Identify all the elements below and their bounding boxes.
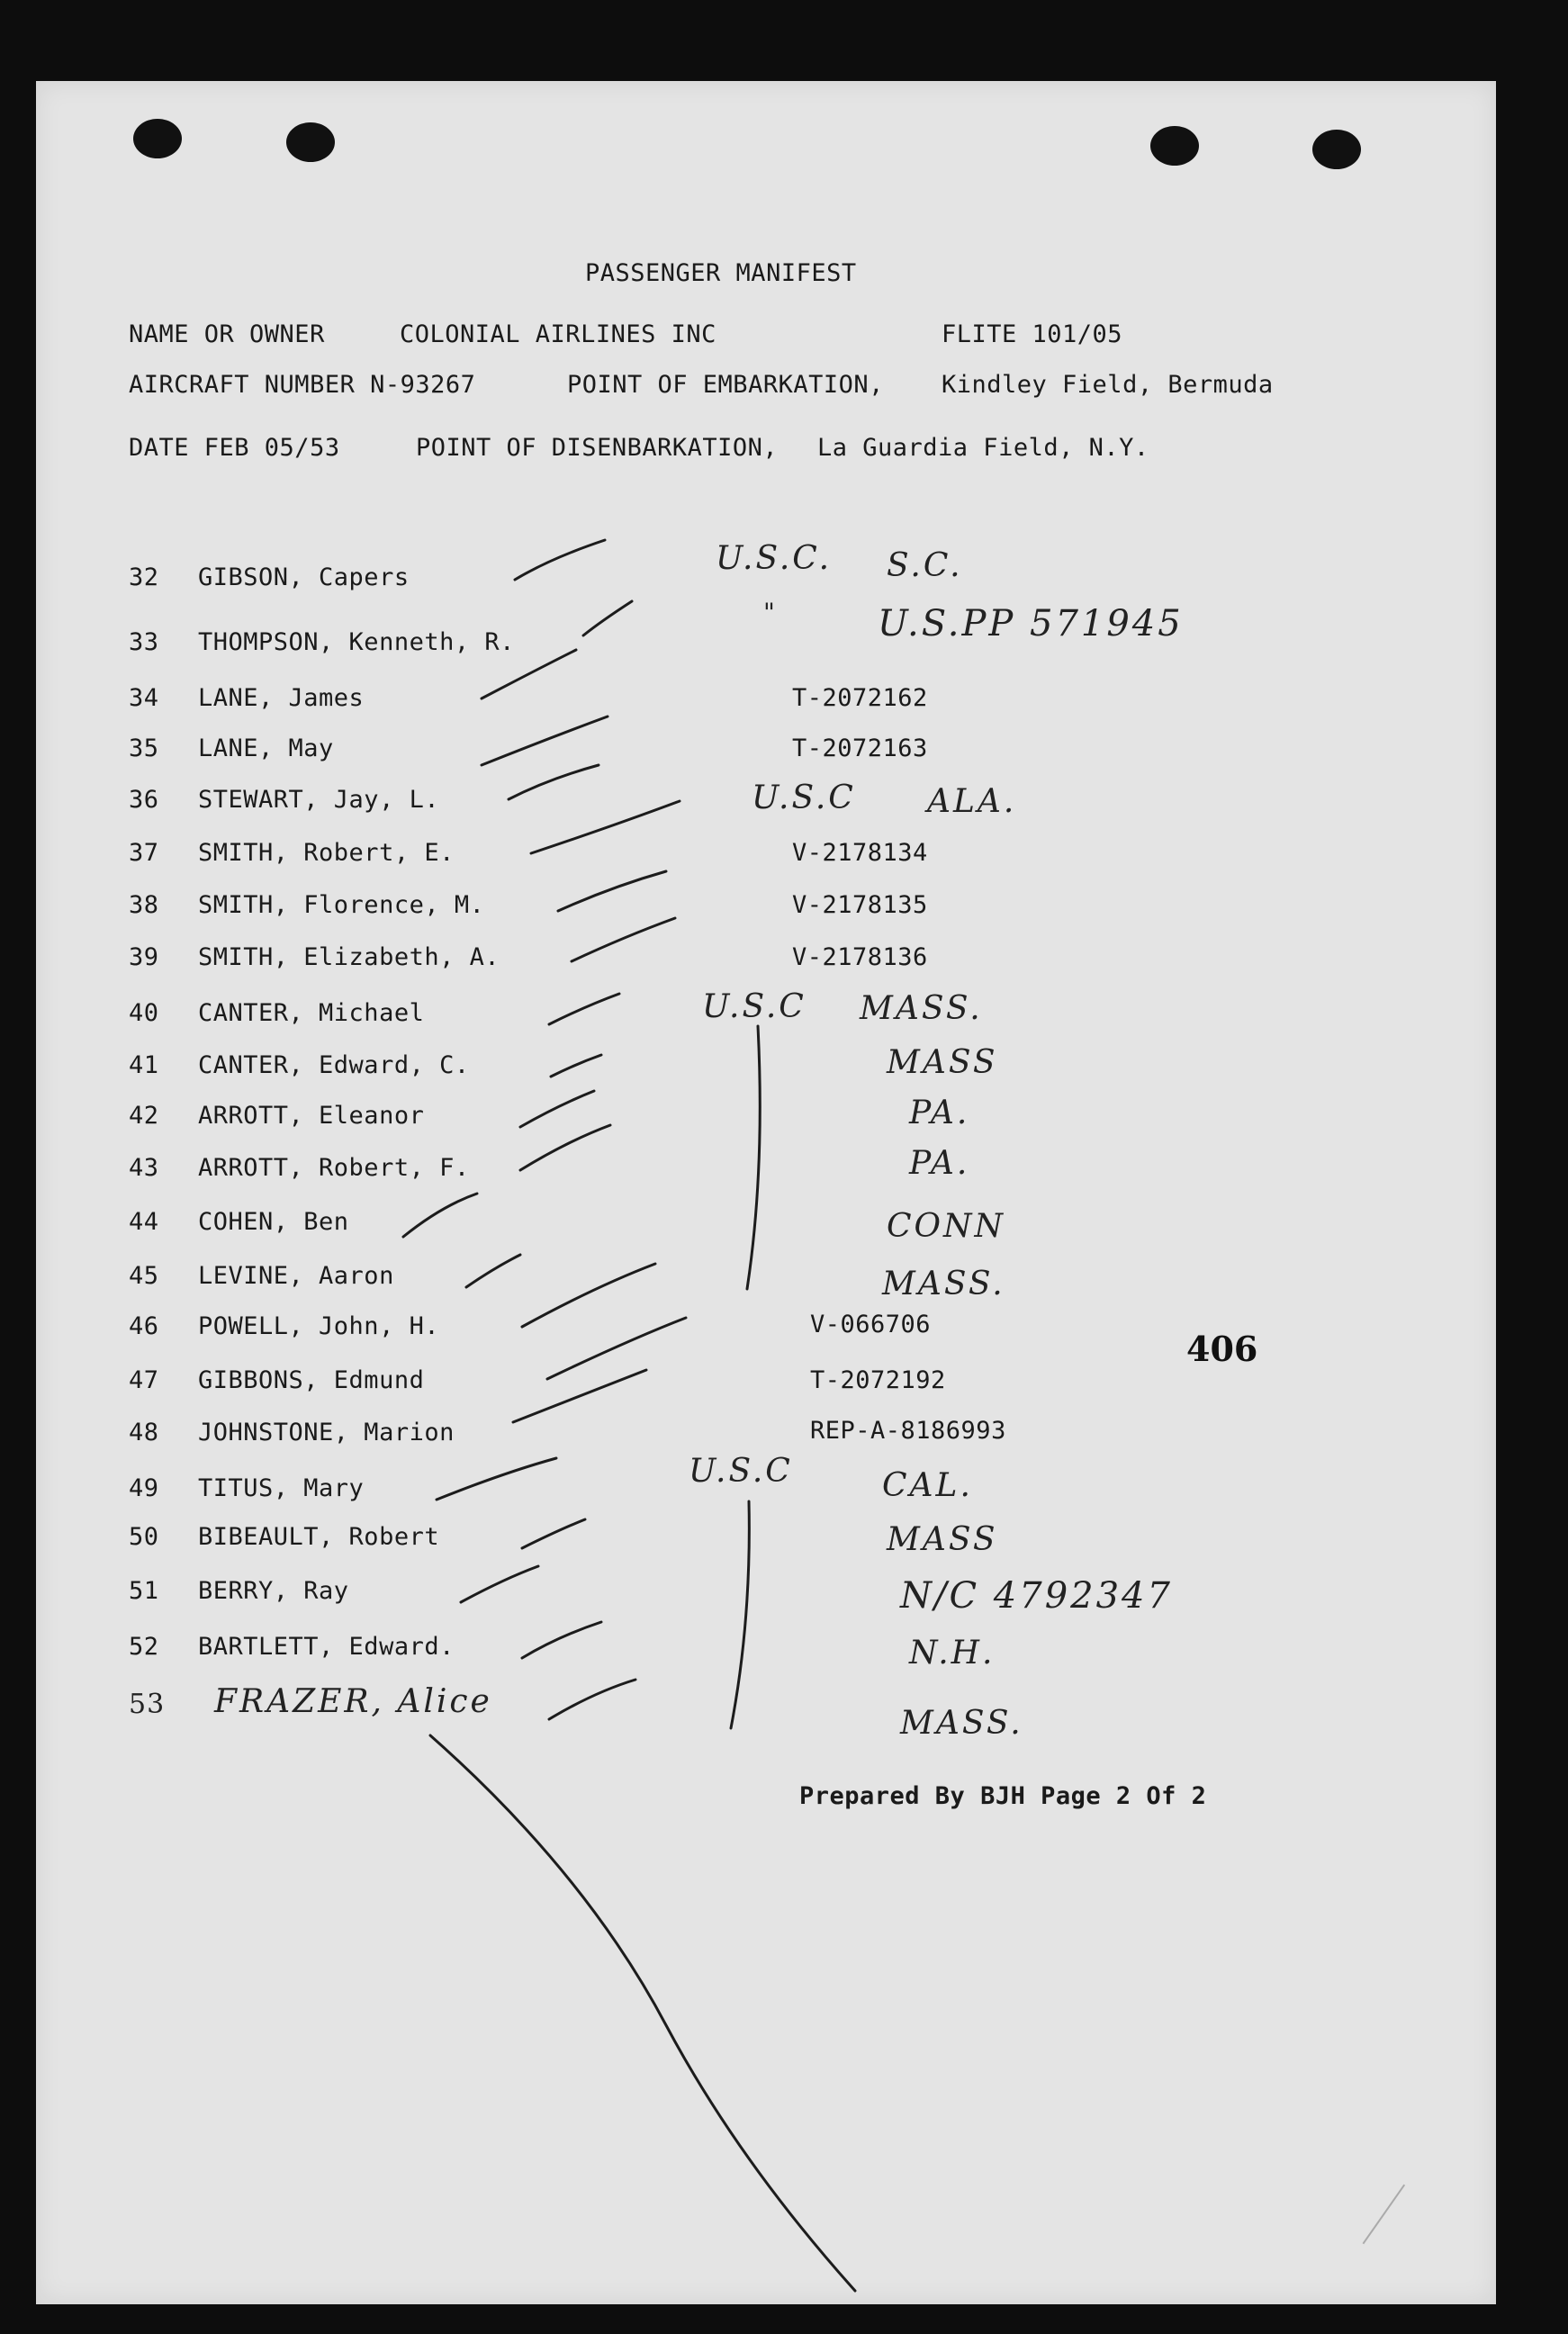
embarkation-value: Kindley Field, Bermuda — [942, 371, 1274, 399]
passenger-name: CANTER, Michael — [198, 999, 425, 1027]
row-number: 40 — [129, 999, 159, 1027]
document-number: REP-A-8186993 — [810, 1417, 1006, 1445]
passenger-name: LEVINE, Aaron — [198, 1262, 394, 1290]
row-number: 41 — [129, 1051, 159, 1079]
handwritten-passport: U.S.PP 571945 — [878, 603, 1184, 644]
passenger-name: POWELL, John, H. — [198, 1312, 440, 1340]
passenger-name: STEWART, Jay, L. — [198, 786, 440, 814]
passenger-name: FRAZER, Alice — [214, 1683, 492, 1720]
passenger-name: BARTLETT, Edward. — [198, 1633, 455, 1661]
row-number: 47 — [129, 1366, 159, 1394]
handwritten-state: MASS — [887, 1521, 998, 1558]
manifest-title: PASSENGER MANIFEST — [585, 259, 857, 287]
row-number: 38 — [129, 891, 159, 919]
row-number: 46 — [129, 1312, 159, 1340]
passenger-name: ARROTT, Eleanor — [198, 1102, 425, 1130]
row-number: 45 — [129, 1262, 159, 1290]
passenger-name: SMITH, Elizabeth, A. — [198, 943, 500, 971]
handwritten-state: MASS. — [882, 1266, 1005, 1302]
passenger-name: CANTER, Edward, C. — [198, 1051, 470, 1079]
disembarkation-value: La Guardia Field, N.Y. — [817, 434, 1149, 462]
row-number: 37 — [129, 839, 159, 867]
handwritten-ditto: " — [763, 598, 778, 627]
document-number: V-2178136 — [792, 943, 928, 971]
page-stamp-number: 406 — [1186, 1329, 1258, 1369]
passenger-name: SMITH, Florence, M. — [198, 891, 485, 919]
row-number: 49 — [129, 1474, 159, 1502]
row-number: 48 — [129, 1419, 159, 1446]
folded-corner — [1363, 2185, 1457, 2281]
row-number: 50 — [129, 1523, 159, 1551]
embarkation-label: POINT OF EMBARKATION, — [567, 371, 884, 399]
flight-date: DATE FEB 05/53 — [129, 434, 340, 462]
document-number: V-2178135 — [792, 891, 928, 919]
handwritten-citizenship: U.S.C — [702, 988, 807, 1025]
row-number: 39 — [129, 943, 159, 971]
punch-hole — [1312, 130, 1361, 169]
handwritten-citizenship: U.S.C — [689, 1453, 793, 1490]
row-number: 36 — [129, 786, 159, 814]
passenger-name: GIBBONS, Edmund — [198, 1366, 425, 1394]
handwritten-state: MASS — [887, 1044, 998, 1081]
flight-number: FLITE 101/05 — [942, 320, 1123, 348]
passenger-name: ARROTT, Robert, F. — [198, 1154, 470, 1182]
row-number: 44 — [129, 1208, 159, 1236]
footer-prepared-by: Prepared By BJH Page 2 Of 2 — [799, 1782, 1207, 1810]
document-number: V-066706 — [810, 1311, 932, 1338]
handwritten-citizenship: U.S.C — [752, 780, 856, 816]
punch-hole — [133, 119, 182, 158]
document-number: V-2178134 — [792, 839, 928, 867]
handwritten-state: CONN — [887, 1208, 1006, 1245]
punch-hole — [286, 122, 335, 162]
owner-label: NAME OR OWNER — [129, 320, 325, 348]
handwritten-state: PA. — [909, 1145, 970, 1182]
manifest-page — [36, 81, 1496, 2304]
row-number: 33 — [129, 628, 159, 656]
document-number: T-2072192 — [810, 1366, 946, 1394]
handwritten-citizenship: U.S.C. — [716, 540, 833, 577]
passenger-name: LANE, James — [198, 684, 365, 712]
passenger-name: SMITH, Robert, E. — [198, 839, 455, 867]
passenger-name: GIBSON, Capers — [198, 563, 410, 591]
handwritten-state: MASS. — [860, 990, 983, 1027]
row-number: 53 — [129, 1689, 166, 1720]
aircraft-number: AIRCRAFT NUMBER N-93267 — [129, 371, 476, 399]
passenger-name: LANE, May — [198, 734, 334, 762]
punch-hole — [1150, 126, 1199, 166]
handwritten-state: S.C. — [887, 547, 963, 584]
handwritten-state: N.H. — [909, 1635, 996, 1672]
row-number: 42 — [129, 1102, 159, 1130]
owner-value: COLONIAL AIRLINES INC — [400, 320, 716, 348]
handwritten-certificate: N/C 4792347 — [900, 1575, 1173, 1617]
handwritten-state: CAL. — [882, 1467, 973, 1504]
passenger-name: COHEN, Ben — [198, 1208, 349, 1236]
row-number: 51 — [129, 1577, 159, 1605]
disembarkation-label: POINT OF DISENBARKATION, — [416, 434, 779, 462]
passenger-name: JOHNSTONE, Marion — [198, 1419, 455, 1446]
passenger-name: BERRY, Ray — [198, 1577, 349, 1605]
passenger-name: TITUS, Mary — [198, 1474, 365, 1502]
passenger-name: BIBEAULT, Robert — [198, 1523, 440, 1551]
document-number: T-2072162 — [792, 684, 928, 712]
row-number: 35 — [129, 734, 159, 762]
handwritten-state: PA. — [909, 1095, 970, 1131]
handwritten-state: ALA. — [927, 783, 1017, 820]
row-number: 32 — [129, 563, 159, 591]
passenger-name: THOMPSON, Kenneth, R. — [198, 628, 515, 656]
row-number: 34 — [129, 684, 159, 712]
handwritten-state: MASS. — [900, 1705, 1023, 1742]
document-number: T-2072163 — [792, 734, 928, 762]
row-number: 52 — [129, 1633, 159, 1661]
row-number: 43 — [129, 1154, 159, 1182]
